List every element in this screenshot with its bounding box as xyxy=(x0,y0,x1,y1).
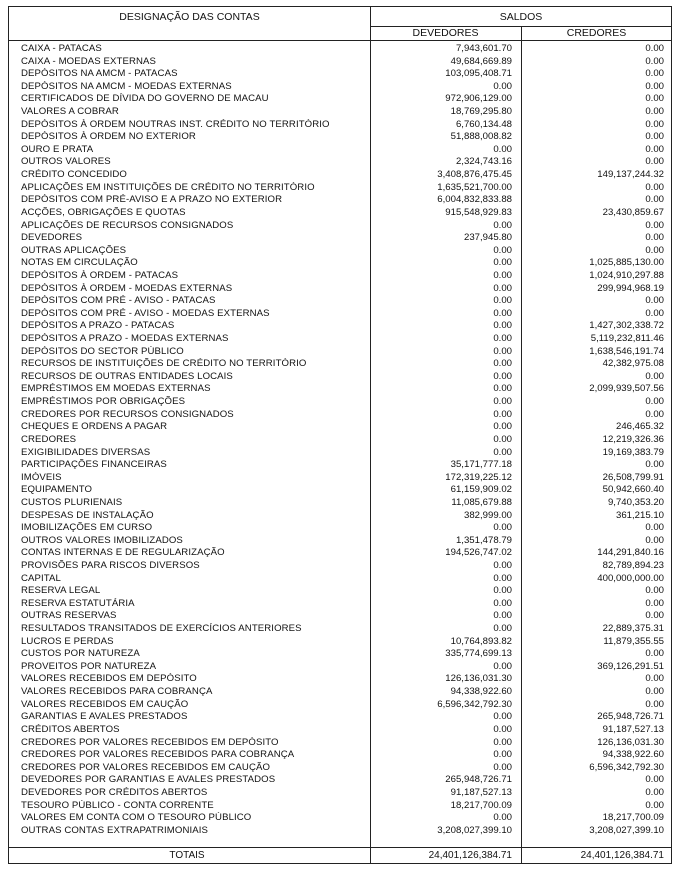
account-name: OURO E PRATA xyxy=(21,143,94,155)
table-row xyxy=(9,119,671,132)
debit-value: 0.00 xyxy=(493,396,512,408)
credit-value: 12,219,326.36 xyxy=(602,433,664,445)
debit-value: 0.00 xyxy=(493,749,512,761)
table-row xyxy=(9,774,671,787)
table-row xyxy=(9,43,671,56)
credit-value: 18,217,700.09 xyxy=(602,812,664,824)
debit-value: 0.00 xyxy=(493,660,512,672)
table-row xyxy=(9,585,671,598)
debit-value: 0.00 xyxy=(493,610,512,622)
table-row xyxy=(9,383,671,396)
table-row xyxy=(9,346,671,359)
table-row xyxy=(9,283,671,296)
table-row xyxy=(9,56,671,69)
account-name: IMÓVEIS xyxy=(21,471,62,483)
credit-value: 0.00 xyxy=(645,295,664,307)
credit-value: 0.00 xyxy=(645,370,664,382)
account-name: DEPÓSITOS À ORDEM NOUTRAS INST. CRÉDITO NO TERRITÓRIO xyxy=(21,118,330,130)
debit-value: 10,764,893.82 xyxy=(450,635,512,647)
table-row xyxy=(9,762,671,775)
table-row xyxy=(9,459,671,472)
table-row xyxy=(9,194,671,207)
account-name: OUTRAS CONTAS EXTRAPATRIMONIAIS xyxy=(21,824,208,836)
debit-value: 126,136,031.30 xyxy=(445,673,512,685)
table-row xyxy=(9,661,671,674)
credit-value: 0.00 xyxy=(645,597,664,609)
debit-value: 103,095,408.71 xyxy=(445,68,512,80)
credit-value: 26,508,799.91 xyxy=(602,471,664,483)
debit-value: 0.00 xyxy=(493,723,512,735)
credit-value: 0.00 xyxy=(645,181,664,193)
credit-value: 0.00 xyxy=(645,408,664,420)
credit-value: 91,187,527.13 xyxy=(602,723,664,735)
table-row xyxy=(9,371,671,384)
account-name: DEVEDORES xyxy=(21,232,83,244)
table-row xyxy=(9,182,671,195)
account-name: EXIGIBILIDADES DIVERSAS xyxy=(21,446,151,458)
debit-value: 265,948,726.71 xyxy=(445,774,512,786)
debit-value: 0.00 xyxy=(493,559,512,571)
credit-value: 0.00 xyxy=(645,610,664,622)
account-name: RESULTADOS TRANSITADOS DE EXERCÍCIOS ANTERIORES xyxy=(21,623,302,635)
account-name: OUTROS VALORES xyxy=(21,156,111,168)
table-row xyxy=(9,472,671,485)
debit-value: 6,596,342,792.30 xyxy=(437,698,512,710)
debit-value: 11,085,679.88 xyxy=(451,496,512,508)
debit-value: 0.00 xyxy=(493,370,512,382)
credit-value: 0.00 xyxy=(645,80,664,92)
credit-value: 0.00 xyxy=(645,156,664,168)
debit-value: 172,319,225.12 xyxy=(445,471,512,483)
credit-value: 1,427,302,338.72 xyxy=(589,320,664,332)
account-name: IMOBILIZAÇÕES EM CURSO xyxy=(21,522,153,534)
account-name: DEPÓSITOS COM PRÉ-AVISO E A PRAZO NO EXTERIOR xyxy=(21,194,283,206)
credit-value: 400,000,000.00 xyxy=(597,572,664,584)
table-row xyxy=(9,673,671,686)
account-name: DEPÓSITOS COM PRÉ - AVISO - PATACAS xyxy=(21,295,216,307)
table-row xyxy=(9,106,671,119)
debit-value: 61,159,909.02 xyxy=(450,484,512,496)
account-name: DEVEDORES POR GARANTIAS E AVALES PRESTADOS xyxy=(21,774,276,786)
account-name: DEVEDORES POR CRÉDITOS ABERTOS xyxy=(21,786,208,798)
debit-value: 335,774,699.13 xyxy=(445,648,512,660)
debit-value: 6,004,832,833.88 xyxy=(437,194,512,206)
credit-value: 0.00 xyxy=(645,774,664,786)
col-header-devedores: DEVEDORES xyxy=(412,27,479,39)
credit-value: 369,126,291.51 xyxy=(597,660,664,672)
account-name: VALORES RECEBIDOS PARA COBRANÇA xyxy=(21,686,213,698)
debit-value: 0.00 xyxy=(493,345,512,357)
account-name: CERTIFICADOS DE DÍVIDA DO GOVERNO DE MACAU xyxy=(21,93,269,105)
table-row xyxy=(9,812,671,825)
debit-value: 51,888,008.82 xyxy=(450,131,512,143)
credit-value: 1,024,910,297.88 xyxy=(589,269,664,281)
table-row xyxy=(9,547,671,560)
table-row xyxy=(9,447,671,460)
table-row xyxy=(9,270,671,283)
account-name: CONTAS INTERNAS E DE REGULARIZAÇÃO xyxy=(21,547,225,559)
table-body xyxy=(9,43,671,837)
account-name: APLICAÇÕES DE RECURSOS CONSIGNADOS xyxy=(21,219,234,231)
credit-value: 0.00 xyxy=(645,648,664,660)
account-name: RECURSOS DE INSTITUIÇÕES DE CRÉDITO NO TERRITÓRIO xyxy=(21,358,307,370)
table-row xyxy=(9,257,671,270)
account-name: APLICAÇÕES EM INSTITUIÇÕES DE CRÉDITO NO TERRITÓRIO xyxy=(21,181,315,193)
account-name: CUSTOS PLURIENAIS xyxy=(21,496,123,508)
credit-value: 0.00 xyxy=(645,686,664,698)
account-name: CRÉDITOS ABERTOS xyxy=(21,723,120,735)
account-name: DEPÓSITOS À ORDEM - MOEDAS EXTERNAS xyxy=(21,282,233,294)
credit-value: 0.00 xyxy=(645,93,664,105)
account-name: CREDORES POR RECURSOS CONSIGNADOS xyxy=(21,408,234,420)
credit-value: 5,119,232,811.46 xyxy=(590,333,664,345)
table-row xyxy=(9,560,671,573)
debit-value: 7,943,601.70 xyxy=(455,43,512,54)
credit-value: 9,740,353.20 xyxy=(607,496,664,508)
account-name: OUTROS VALORES IMOBILIZADOS xyxy=(21,534,183,546)
credit-value: 2,099,939,507.56 xyxy=(589,383,664,395)
credit-value: 82,789,894.23 xyxy=(602,559,664,571)
table-row xyxy=(9,144,671,157)
table-row xyxy=(9,686,671,699)
table-row xyxy=(9,636,671,649)
account-name: PROVEITOS POR NATUREZA xyxy=(21,660,157,672)
debit-value: 382,999.00 xyxy=(463,509,512,521)
table-row xyxy=(9,68,671,81)
credit-value: 42,382,975.08 xyxy=(602,358,664,370)
col-header-designation: DESIGNAÇÃO DAS CONTAS xyxy=(119,11,260,23)
table-row xyxy=(9,421,671,434)
account-name: EQUIPAMENTO xyxy=(21,484,93,496)
debit-value: 0.00 xyxy=(493,383,512,395)
table-row xyxy=(9,623,671,636)
account-name: LUCROS E PERDAS xyxy=(21,635,114,647)
debit-value: 1,351,478.79 xyxy=(455,534,512,546)
account-name: PROVISÕES PARA RISCOS DIVERSOS xyxy=(21,559,200,571)
table-row xyxy=(9,711,671,724)
table-row xyxy=(9,598,671,611)
debit-value: 0.00 xyxy=(493,358,512,370)
table-row xyxy=(9,699,671,712)
table-row xyxy=(9,308,671,321)
account-name: DESPESAS DE INSTALAÇÃO xyxy=(21,509,154,521)
account-name: CHEQUES E ORDENS A PAGAR xyxy=(21,421,168,433)
debit-value: 18,769,295.80 xyxy=(450,106,512,118)
table-row xyxy=(9,787,671,800)
credit-value: 6,596,342,792.30 xyxy=(589,761,664,773)
table-row xyxy=(9,737,671,750)
debit-value: 6,760,134.48 xyxy=(455,118,512,130)
account-name: RECURSOS DE OUTRAS ENTIDADES LOCAIS xyxy=(21,370,233,382)
totals-debit: 24,401,126,384.71 xyxy=(428,850,512,861)
credit-value: 19,169,383.79 xyxy=(602,446,664,458)
table-row xyxy=(9,169,671,182)
account-name: DEPÓSITOS NA AMCM - PATACAS xyxy=(21,68,178,80)
table-row xyxy=(9,207,671,220)
debit-value: 972,906,129.00 xyxy=(445,93,512,105)
account-name: CAIXA - MOEDAS EXTERNAS xyxy=(21,55,157,67)
debit-value: 0.00 xyxy=(493,80,512,92)
account-name: DEPÓSITOS DO SECTOR PÚBLICO xyxy=(21,345,184,357)
table-row xyxy=(9,93,671,106)
credit-value: 50,942,660.40 xyxy=(602,484,664,496)
debit-value: 35,171,777.18 xyxy=(450,459,512,471)
debit-value: 915,548,929.83 xyxy=(445,206,512,218)
credit-value: 299,994,968.19 xyxy=(597,282,664,294)
account-name: PARTICIPAÇÕES FINANCEIRAS xyxy=(21,459,167,471)
credit-value: 0.00 xyxy=(645,799,664,811)
credit-value: 11,879,355.55 xyxy=(603,635,664,647)
table-row xyxy=(9,522,671,535)
credit-value: 0.00 xyxy=(645,68,664,80)
debit-value: 2,324,743.16 xyxy=(455,156,512,168)
account-name: VALORES RECEBIDOS EM CAUÇÃO xyxy=(21,698,189,710)
table-row xyxy=(9,131,671,144)
credit-value: 0.00 xyxy=(645,244,664,256)
account-name: DEPÓSITOS A PRAZO - MOEDAS EXTERNAS xyxy=(21,333,229,345)
table-row xyxy=(9,484,671,497)
debit-value: 3,208,027,399.10 xyxy=(437,824,512,836)
account-name: TESOURO PÚBLICO - CONTA CORRENTE xyxy=(21,799,214,811)
debit-value: 0.00 xyxy=(493,623,512,635)
balance-sheet-table xyxy=(8,6,672,864)
table-row xyxy=(9,295,671,308)
credit-value: 0.00 xyxy=(645,396,664,408)
credit-value: 246,465.32 xyxy=(615,421,664,433)
debit-value: 0.00 xyxy=(493,736,512,748)
credit-value: 265,948,726.71 xyxy=(597,711,664,723)
debit-value: 237,945.80 xyxy=(463,232,512,244)
debit-value: 194,526,747.02 xyxy=(445,547,512,559)
credit-value: 0.00 xyxy=(645,307,664,319)
credit-value: 94,338,922.60 xyxy=(602,749,664,761)
debit-value: 3,408,876,475.45 xyxy=(437,169,512,181)
credit-value: 0.00 xyxy=(645,131,664,143)
debit-value: 0.00 xyxy=(493,421,512,433)
debit-value: 1,635,521,700.00 xyxy=(437,181,512,193)
credit-value: 144,291,840.16 xyxy=(597,547,664,559)
debit-value: 0.00 xyxy=(493,812,512,824)
debit-value: 18,217,700.09 xyxy=(450,799,512,811)
debit-value: 0.00 xyxy=(493,572,512,584)
account-name: VALORES EM CONTA COM O TESOURO PÚBLICO xyxy=(21,812,252,824)
credit-value: 0.00 xyxy=(645,143,664,155)
account-name: DEPÓSITOS A PRAZO - PATACAS xyxy=(21,320,175,332)
credit-value: 0.00 xyxy=(645,585,664,597)
account-name: OUTRAS RESERVAS xyxy=(21,610,117,622)
table-row xyxy=(9,573,671,586)
debit-value: 0.00 xyxy=(493,257,512,269)
account-name: CREDORES POR VALORES RECEBIDOS EM DEPÓSITO xyxy=(21,736,279,748)
credit-value: 0.00 xyxy=(645,522,664,534)
credit-value: 0.00 xyxy=(645,55,664,67)
account-name: DEPÓSITOS COM PRÉ - AVISO - MOEDAS EXTERNAS xyxy=(21,307,270,319)
credit-value: 0.00 xyxy=(645,219,664,231)
account-name: EMPRÉSTIMOS POR OBRIGAÇÕES xyxy=(21,396,186,408)
credit-value: 0.00 xyxy=(645,232,664,244)
account-name: VALORES A COBRAR xyxy=(21,106,119,118)
debit-value: 0.00 xyxy=(493,597,512,609)
account-name: EMPRÉSTIMOS EM MOEDAS EXTERNAS xyxy=(21,383,211,395)
account-name: CRÉDITO CONCEDIDO xyxy=(21,169,127,181)
table-row xyxy=(9,156,671,169)
debit-value: 91,187,527.13 xyxy=(450,786,512,798)
table-row xyxy=(9,81,671,94)
account-name: CUSTOS POR NATUREZA xyxy=(21,648,140,660)
debit-value: 0.00 xyxy=(493,320,512,332)
account-name: GARANTIAS E AVALES PRESTADOS xyxy=(21,711,188,723)
table-row xyxy=(9,358,671,371)
credit-value: 149,137,244.32 xyxy=(597,169,664,181)
debit-value: 94,338,922.60 xyxy=(450,686,512,698)
account-name: ACÇÕES, OBRIGAÇÕES E QUOTAS xyxy=(21,206,186,218)
account-name: VALORES RECEBIDOS EM DEPÓSITO xyxy=(21,673,197,685)
account-name: RESERVA ESTATUTÁRIA xyxy=(21,597,135,609)
totals-credit: 24,401,126,384.71 xyxy=(580,850,664,861)
table-row xyxy=(9,333,671,346)
account-name: DEPÓSITOS À ORDEM - PATACAS xyxy=(21,269,179,281)
debit-value: 0.00 xyxy=(493,244,512,256)
table-row xyxy=(9,409,671,422)
table-row xyxy=(9,749,671,762)
table-row xyxy=(9,648,671,661)
credit-value: 0.00 xyxy=(645,118,664,130)
account-name: DEPÓSITOS À ORDEM NO EXTERIOR xyxy=(21,131,196,143)
credit-value: 0.00 xyxy=(645,534,664,546)
account-name: CAIXA - PATACAS xyxy=(21,43,102,54)
table-row xyxy=(9,610,671,623)
debit-value: 0.00 xyxy=(493,269,512,281)
table-row xyxy=(9,220,671,233)
credit-value: 22,889,375.31 xyxy=(602,623,664,635)
table-row xyxy=(9,800,671,813)
account-name: RESERVA LEGAL xyxy=(21,585,101,597)
credit-value: 0.00 xyxy=(645,459,664,471)
table-row xyxy=(9,825,671,838)
table-row xyxy=(9,724,671,737)
debit-value: 0.00 xyxy=(493,143,512,155)
debit-value: 0.00 xyxy=(493,282,512,294)
account-name: OUTRAS APLICAÇÕES xyxy=(21,244,127,256)
credit-value: 0.00 xyxy=(645,698,664,710)
account-name: NOTAS EM CIRCULAÇÃO xyxy=(21,257,138,269)
credit-value: 1,638,546,191.74 xyxy=(589,345,664,357)
debit-value: 0.00 xyxy=(493,761,512,773)
debit-value: 0.00 xyxy=(493,295,512,307)
credit-value: 0.00 xyxy=(645,194,664,206)
account-name: CREDORES POR VALORES RECEBIDOS EM CAUÇÃO xyxy=(21,761,271,773)
credit-value: 0.00 xyxy=(645,106,664,118)
totals-label: TOTAIS xyxy=(169,850,205,861)
credit-value: 3,208,027,399.10 xyxy=(589,824,664,836)
account-name: DEPÓSITOS NA AMCM - MOEDAS EXTERNAS xyxy=(21,80,232,92)
credit-value: 0.00 xyxy=(645,786,664,798)
debit-value: 0.00 xyxy=(493,219,512,231)
credit-value: 126,136,031.30 xyxy=(597,736,664,748)
credit-value: 23,430,859.67 xyxy=(602,206,664,218)
table-row xyxy=(9,232,671,245)
credit-value: 0.00 xyxy=(645,673,664,685)
table-row xyxy=(9,320,671,333)
debit-value: 0.00 xyxy=(493,446,512,458)
table-row xyxy=(9,497,671,510)
col-header-credores: CREDORES xyxy=(566,27,627,39)
debit-value: 0.00 xyxy=(493,433,512,445)
debit-value: 0.00 xyxy=(493,711,512,723)
totals-row xyxy=(9,848,671,863)
header-bottom-line xyxy=(9,40,671,41)
table-row xyxy=(9,245,671,258)
credit-value: 0.00 xyxy=(645,43,664,54)
credit-value: 361,215.10 xyxy=(615,509,664,521)
table-row xyxy=(9,396,671,409)
col-header-saldos: SALDOS xyxy=(499,11,543,23)
account-name: CREDORES POR VALORES RECEBIDOS PARA COBRANÇA xyxy=(21,749,295,761)
debit-value: 0.00 xyxy=(493,522,512,534)
credit-value: 1,025,885,130.00 xyxy=(589,257,664,269)
account-name: CREDORES xyxy=(21,433,77,445)
debit-value: 0.00 xyxy=(493,585,512,597)
debit-value: 49,684,669.89 xyxy=(450,55,512,67)
debit-value: 0.00 xyxy=(493,408,512,420)
account-name: CAPITAL xyxy=(21,572,61,584)
table-row xyxy=(9,535,671,548)
table-row xyxy=(9,434,671,447)
table-row xyxy=(9,510,671,523)
debit-value: 0.00 xyxy=(493,333,512,345)
debit-value: 0.00 xyxy=(493,307,512,319)
